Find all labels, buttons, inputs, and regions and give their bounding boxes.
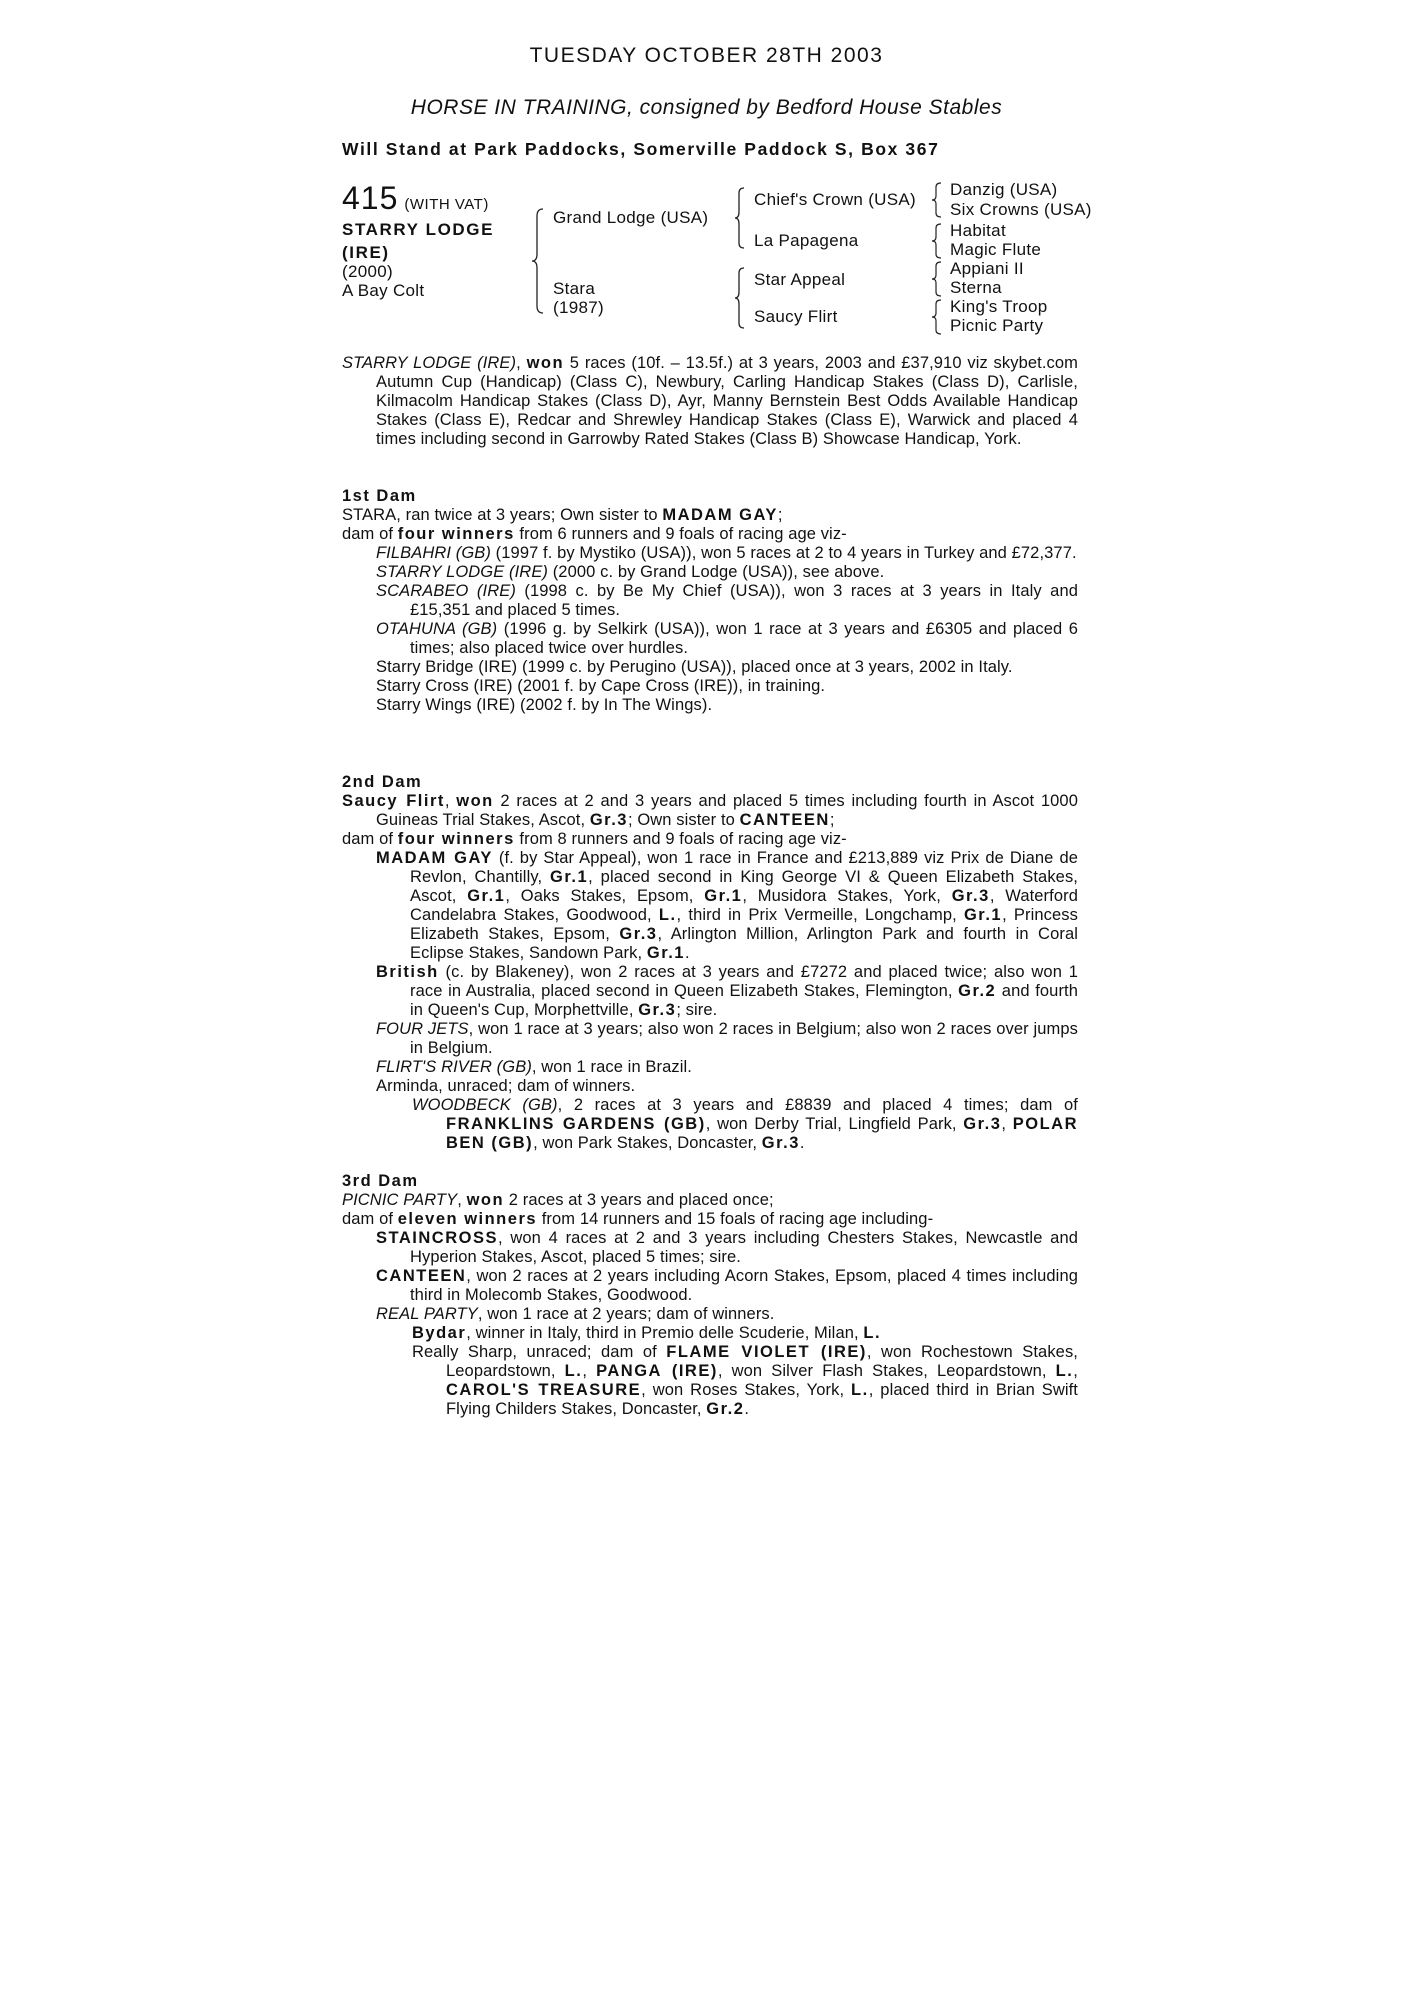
pedigree-brace-3c — [931, 261, 943, 297]
pedigree-brace-3b — [931, 223, 943, 259]
second-dam-produce-summary: dam of four winners from 8 runners and 9 foals of racing age viz- — [342, 830, 847, 848]
sire-dam: La Papagena — [754, 231, 859, 250]
racing-record — [342, 354, 1078, 449]
third-dam-intro: PICNIC PARTY, won 2 races at 3 years and placed once; — [342, 1191, 774, 1209]
produce-starry-wings: Starry Wings (IRE) (2002 f. by In The Wings). — [376, 696, 713, 714]
ancestor-4: Magic Flute — [950, 240, 1042, 259]
produce-flirts-river: FLIRT'S RIVER (GB), won 1 race in Brazil. — [376, 1058, 692, 1076]
first-dam-section — [342, 487, 1078, 715]
pedigree-brace-3a — [931, 182, 943, 218]
produce-madam-gay: MADAM GAY (f. by Star Appeal), won 1 race in France and £213,889 viz Prix de Diane de Revlon, Chantilly, Gr.1, placed second in King George VI & Queen Elizabeth Stakes, Ascot, Gr.1, Oaks Stakes, Epsom, Gr.1, Musidora Stakes, York, Gr.3, Waterford Candelabra Stakes, Goodwood, L., third in Prix Vermeille, Longchamp, Gr.1, Princess Elizabeth Stakes, Epsom, Gr.3, Arlington Million, Arlington Park and fourth in Coral Eclipse Stakes, Sandown Park, Gr.1. — [376, 849, 1079, 962]
produce-arminda: Arminda, unraced; dam of winners. — [376, 1077, 636, 1095]
horse-origin: (IRE) — [342, 243, 390, 262]
first-dam-produce-summary: dam of four winners from 6 runners and 9 foals of racing age viz- — [342, 525, 847, 543]
sale-date: TUESDAY OCTOBER 28TH 2003 — [529, 44, 884, 67]
dam-year: (1987) — [553, 298, 604, 317]
pedigree-brace-2b — [734, 267, 746, 329]
produce-real-party: REAL PARTY, won 1 race at 2 years; dam of winners. — [376, 1305, 775, 1323]
horse-description: A Bay Colt — [342, 281, 425, 300]
second-dam-intro: Saucy Flirt, won 2 races at 2 and 3 years and placed 5 times including fourth in Ascot 1000 Guineas Trial Stakes, Ascot, Gr.3; Own sister to CANTEEN; — [342, 792, 1078, 829]
dam-dam: Saucy Flirt — [754, 307, 838, 326]
lot-number-line — [342, 180, 542, 216]
ancestor-3: Habitat — [950, 221, 1006, 240]
produce-starry-lodge: STARRY LODGE (IRE) (2000 c. by Grand Lodge (USA)), see above. — [376, 563, 885, 581]
second-dam-heading: 2nd Dam — [342, 773, 423, 791]
second-dam-section — [342, 773, 1078, 1153]
ancestor-7: King's Troop — [950, 297, 1048, 316]
produce-starry-cross: Starry Cross (IRE) (2001 f. by Cape Cross (IRE)), in training. — [376, 677, 826, 695]
first-dam-intro: STARA, ran twice at 3 years; Own sister to MADAM GAY; — [342, 506, 783, 524]
consignment-line: HORSE IN TRAINING, consigned by Bedford House Stables — [410, 96, 1003, 119]
ancestor-8: Picnic Party — [950, 316, 1044, 335]
produce-otahuna: OTAHUNA (GB) (1996 g. by Selkirk (USA)), won 1 race at 3 years and £6305 and placed 6 times; also placed twice over hurdles. — [376, 620, 1079, 657]
pedigree-brace-1 — [531, 208, 545, 314]
produce-staincross: STAINCROSS, won 4 races at 2 and 3 years including Chesters Stakes, Newcastle and Hyperion Stakes, Ascot, placed 5 times; sire. — [376, 1229, 1078, 1266]
third-dam-produce-summary: dam of eleven winners from 14 runners and 15 foals of racing age including- — [342, 1210, 934, 1228]
third-dam-heading: 3rd Dam — [342, 1172, 419, 1190]
stand-location: Will Stand at Park Paddocks, Somerville Paddock S, Box 367 — [342, 139, 940, 159]
lot-block — [342, 180, 542, 300]
produce-woodbeck: WOODBECK (GB), 2 races at 3 years and £8839 and placed 4 times; dam of FRANKLINS GARDENS (GB), won Derby Trial, Lingfield Park, Gr.3, POLAR BEN (GB), won Park Stakes, Doncaster, Gr.3. — [412, 1096, 1078, 1152]
produce-starry-bridge: Starry Bridge (IRE) (1999 c. by Perugino (USA)), placed once at 3 years, 2002 in Italy. — [376, 658, 1013, 676]
produce-four-jets: FOUR JETS, won 1 race at 3 years; also won 2 races in Belgium; also won 2 races over jumps in Belgium. — [376, 1020, 1078, 1057]
produce-filbahri: FILBAHRI (GB) (1997 f. by Mystiko (USA)), won 5 races at 2 to 4 years in Turkey and £72,377. — [376, 544, 1077, 562]
lot-number: 415 — [342, 180, 399, 216]
dam: Stara — [553, 279, 596, 298]
ancestor-1: Danzig (USA) — [950, 180, 1058, 199]
pedigree-brace-3d — [931, 299, 943, 335]
produce-bydar: Bydar, winner in Italy, third in Premio delle Scuderie, Milan, L. — [412, 1324, 882, 1342]
third-dam-section — [342, 1172, 1078, 1419]
produce-canteen: CANTEEN, won 2 races at 2 years including Acorn Stakes, Epsom, placed 4 times including third in Molecomb Stakes, Goodwood. — [376, 1267, 1078, 1304]
ancestor-5: Appiani II — [950, 259, 1024, 278]
dam-sire: Star Appeal — [754, 270, 846, 289]
foaling-year: (2000) — [342, 262, 393, 281]
produce-scarabeo: SCARABEO (IRE) (1998 c. by Be My Chief (USA)), won 3 races at 3 years in Italy and £15,351 and placed 5 times. — [376, 582, 1079, 619]
produce-really-sharp: Really Sharp, unraced; dam of FLAME VIOLET (IRE), won Rochestown Stakes, Leopardstown, L., PANGA (IRE), won Silver Flash Stakes, Leopardstown, L., CAROL'S TREASURE, won Roses Stakes, York, L., placed third in Brian Swift Flying Childers Stakes, Doncaster, Gr.2. — [412, 1343, 1078, 1418]
first-dam-heading: 1st Dam — [342, 487, 417, 505]
sire-sire: Chief's Crown (USA) — [754, 190, 916, 209]
sire: Grand Lodge (USA) — [553, 208, 709, 227]
horse-name: STARRY LODGE — [342, 220, 495, 239]
racing-record-paragraph: STARRY LODGE (IRE), won 5 races (10f. – 13.5f.) at 3 years, 2003 and £37,910 viz skybet.com Autumn Cup (Handicap) (Class C), Newbury, Carling Handicap Stakes (Class D), Carlisle, Kilmacolm Handicap Stakes (Class D), Ayr, Manny Bernstein Best Odds Available Handicap Stakes (Class E), Redcar and Shrewley Handicap Stakes (Class E), Warwick and placed 4 times including second in Garrowby Rated Stakes (Class B) Showcase Handicap, York. — [342, 354, 1078, 448]
pedigree-brace-2a — [734, 187, 746, 249]
produce-british: British (c. by Blakeney), won 2 races at 3 years and £7272 and placed twice; also won 1 race in Australia, placed second in Queen Elizabeth Stakes, Flemington, Gr.2 and fourth in Queen's Cup, Morphettville, Gr.3; sire. — [376, 963, 1078, 1019]
lot-vat: (WITH VAT) — [404, 196, 489, 213]
ancestor-6: Sterna — [950, 278, 1002, 297]
ancestor-2: Six Crowns (USA) — [950, 200, 1092, 219]
